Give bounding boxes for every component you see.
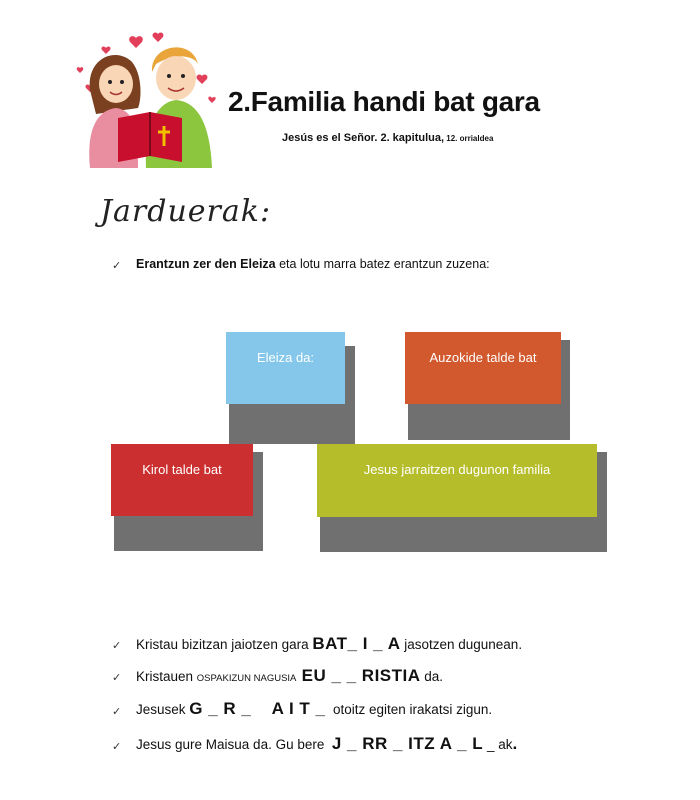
fill-in-sentence-2: [136, 666, 443, 686]
subtitle-page-reference: 12. orrialdea: [444, 134, 494, 143]
answer-box-auzokide[interactable]: [405, 332, 561, 404]
subtitle-book-reference: Jesús es el Señor. 2. kapitulua,: [282, 132, 445, 144]
answer-box-familia[interactable]: [317, 444, 597, 517]
sentence-text: _ ak: [483, 737, 513, 752]
fill-in-blank[interactable]: J _ RR _ ITZ A _ L: [331, 734, 484, 753]
check-icon: ✓: [112, 706, 122, 718]
fill-in-sentence-3: [136, 699, 492, 719]
box-label: Eleiza da:: [256, 350, 315, 365]
sentence-text: otoitz egiten irakatsi zigun.: [325, 702, 493, 717]
fill-in-sentence-4: [136, 734, 518, 754]
box-label: Kirol talde bat: [142, 462, 222, 477]
page-title: 2.Familia handi bat gara: [228, 86, 540, 117]
page-subtitle: [282, 132, 493, 144]
sentence-text: jasotzen dugunean.: [400, 637, 523, 652]
fill-in-blank[interactable]: G _ R _ A I T _: [189, 699, 326, 718]
answer-box-eleiza[interactable]: [226, 332, 345, 404]
check-icon: ✓: [112, 640, 122, 652]
check-icon: ✓: [112, 672, 122, 684]
instruction-bold: Erantzun zer den Eleiza: [136, 257, 276, 271]
fill-in-blank[interactable]: BAT_ I _ A: [312, 634, 401, 653]
sentence-text: Jesus gure Maisua da. Gu bere: [136, 737, 332, 752]
fill-in-sentence-1: [136, 634, 522, 654]
sentence-text: Jesusek: [136, 702, 190, 717]
fill-in-blank[interactable]: EU _ _ RISTIA: [296, 666, 421, 685]
sentence-period: .: [512, 734, 518, 753]
sentence-smallcaps: OSPAKIZUN NAGUSIA: [196, 673, 297, 684]
section-heading: Jarduerak:: [100, 194, 272, 229]
sentence-text: Kristauen: [136, 669, 197, 684]
sentence-text: Kristau bizitzan jaiotzen gara: [136, 637, 313, 652]
check-icon: ✓: [112, 260, 122, 272]
bible-book: [118, 112, 182, 162]
answer-box-kirol[interactable]: [111, 444, 253, 516]
children-reading-bible-illustration: [76, 28, 224, 168]
box-label: Jesus jarraitzen dugunon familia: [363, 462, 551, 477]
instruction-rest: eta lotu marra batez erantzun zuzena:: [275, 257, 490, 271]
box-label: Auzokide talde bat: [429, 350, 537, 365]
check-icon: ✓: [112, 741, 122, 753]
sentence-text: da.: [420, 669, 444, 684]
instruction-text: [136, 257, 490, 271]
